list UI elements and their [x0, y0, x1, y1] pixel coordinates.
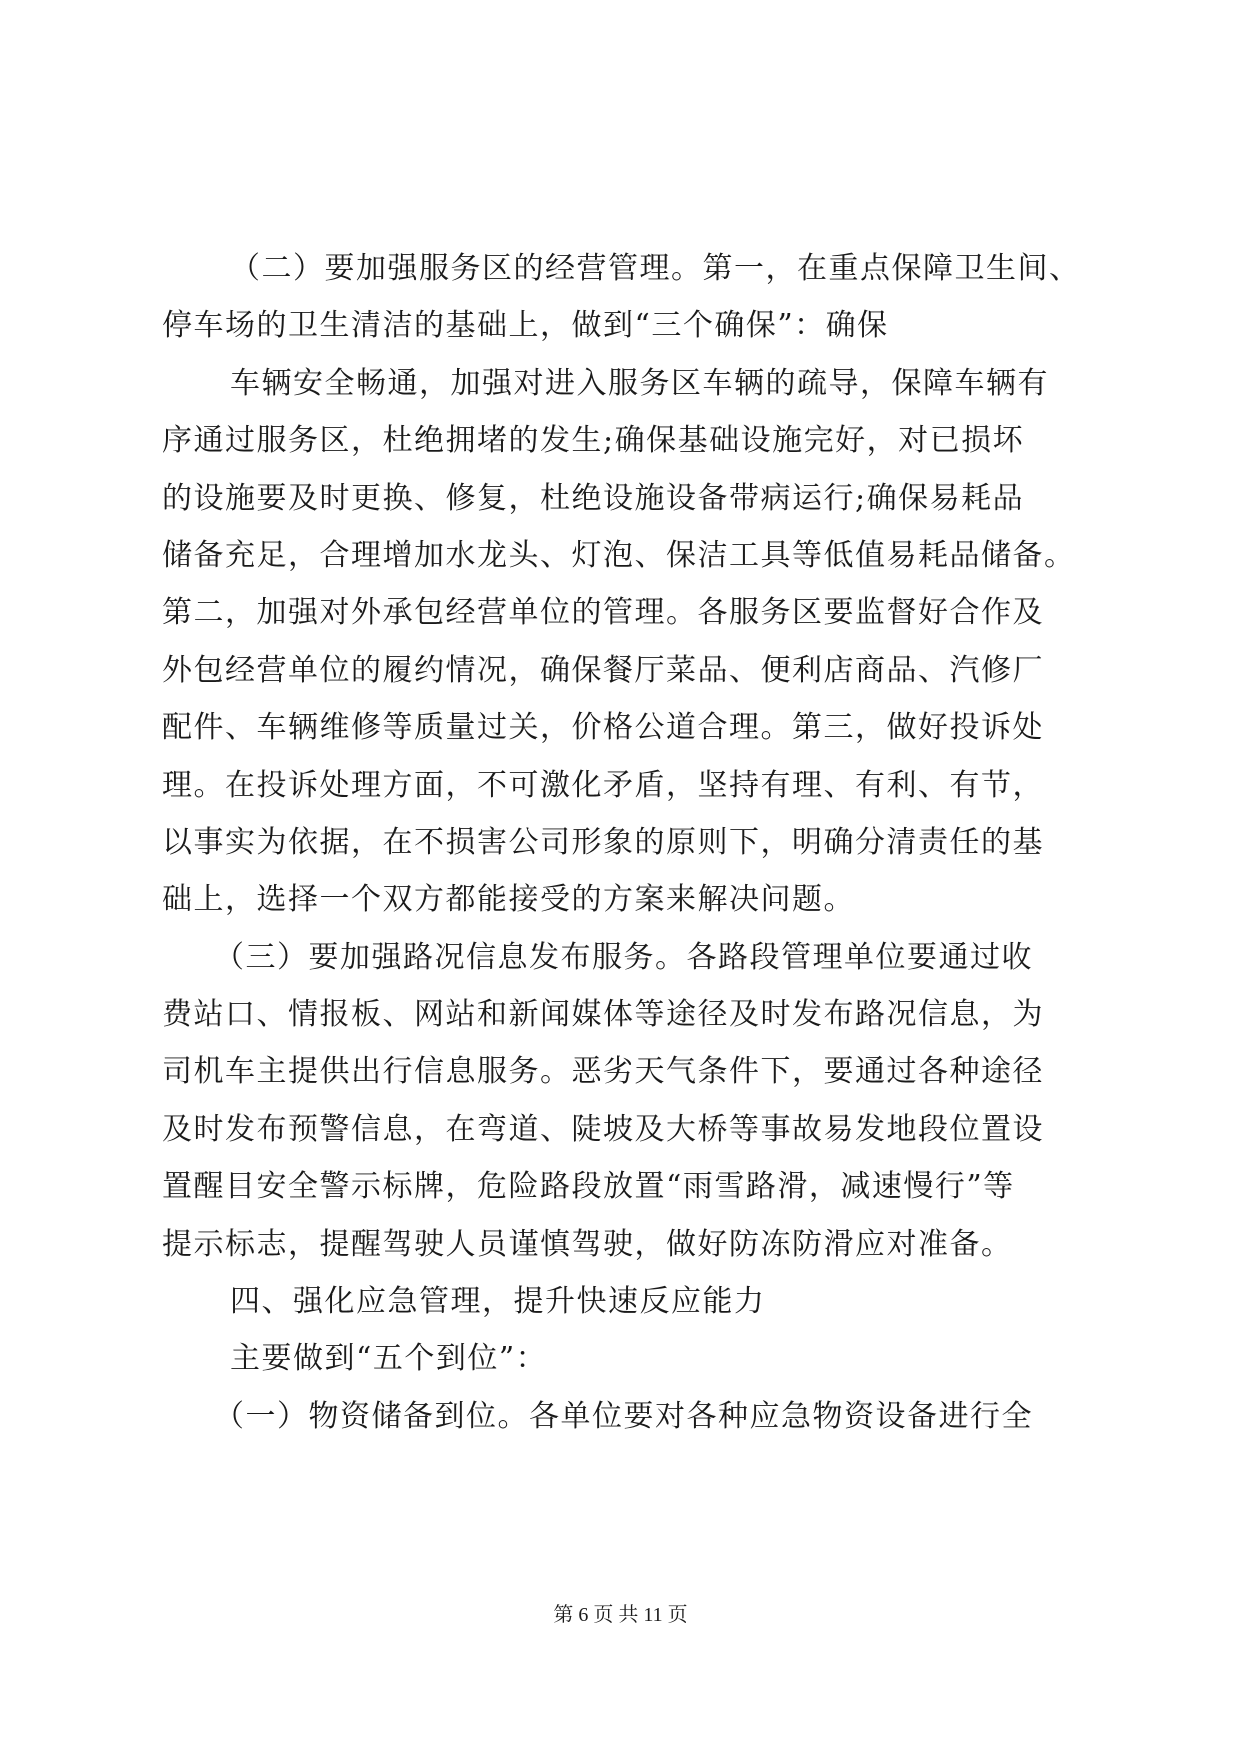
paragraph-line: 停车场的卫生清洁的基础上，做到“三个确保”：确保	[162, 308, 889, 344]
paragraph-line: （一）物资储备到位。各单位要对各种应急物资设备进行全	[214, 1398, 1033, 1434]
paragraph-line: 提示标志，提醒驾驶人员谨慎驾驶，做好防冻防滑应对准备。	[162, 1226, 1013, 1262]
paragraph-line: 费站口、情报板、网站和新闻媒体等途径及时发布路况信息，为	[162, 997, 1044, 1033]
paragraph-line: （二）要加强服务区的经营管理。第一，在重点保障卫生间、	[230, 251, 1081, 286]
paragraph-line: 序通过服务区，杜绝拥堵的发生;确保基础设施完好，对已损坏	[162, 423, 1025, 459]
page-number-footer: 第 6 页 共 11 页	[553, 1604, 688, 1626]
paragraph-line: 司机车主提供出行信息服务。恶劣天气条件下，要通过各种途径	[162, 1054, 1044, 1090]
paragraph-line: 的设施要及时更换、修复，杜绝设施设备带病运行;确保易耗品	[162, 480, 1025, 516]
paragraph-line: 理。在投诉处理方面，不可激化矛盾，坚持有理、有利、有节，	[162, 767, 1044, 803]
paragraph-line: 四、强化应急管理，提升快速反应能力	[230, 1284, 766, 1320]
paragraph-line: 及时发布预警信息，在弯道、陡坡及大桥等事故易发地段位置设	[162, 1111, 1044, 1147]
paragraph-line: 置醒目安全警示标牌，危险路段放置“雨雪路滑，减速慢行”等	[162, 1169, 1015, 1205]
paragraph-line: 车辆安全畅通，加强对进入服务区车辆的疏导，保障车辆有	[230, 365, 1049, 401]
paragraph-line: 储备充足，合理增加水龙头、灯泡、保洁工具等低值易耗品储备。	[162, 537, 1076, 573]
paragraph-line: 配件、车辆维修等质量过关，价格公道合理。第三，做好投诉处	[162, 710, 1044, 746]
paragraph-line: （三）要加强路况信息发布服务。各路段管理单位要通过收	[214, 939, 1033, 975]
body-text	[162, 240, 1084, 1445]
paragraph-line: 以事实为依据，在不损害公司形象的原则下，明确分清责任的基	[162, 824, 1044, 860]
paragraph-line: 础上，选择一个双方都能接受的方案来解决问题。	[162, 882, 855, 918]
paragraph-line: 主要做到“五个到位”：	[230, 1341, 548, 1377]
paragraph-line: 外包经营单位的履约情况，确保餐厅菜品、便利店商品、汽修厂	[162, 652, 1044, 688]
paragraph-line: 第二，加强对外承包经营单位的管理。各服务区要监督好合作及	[162, 595, 1044, 631]
